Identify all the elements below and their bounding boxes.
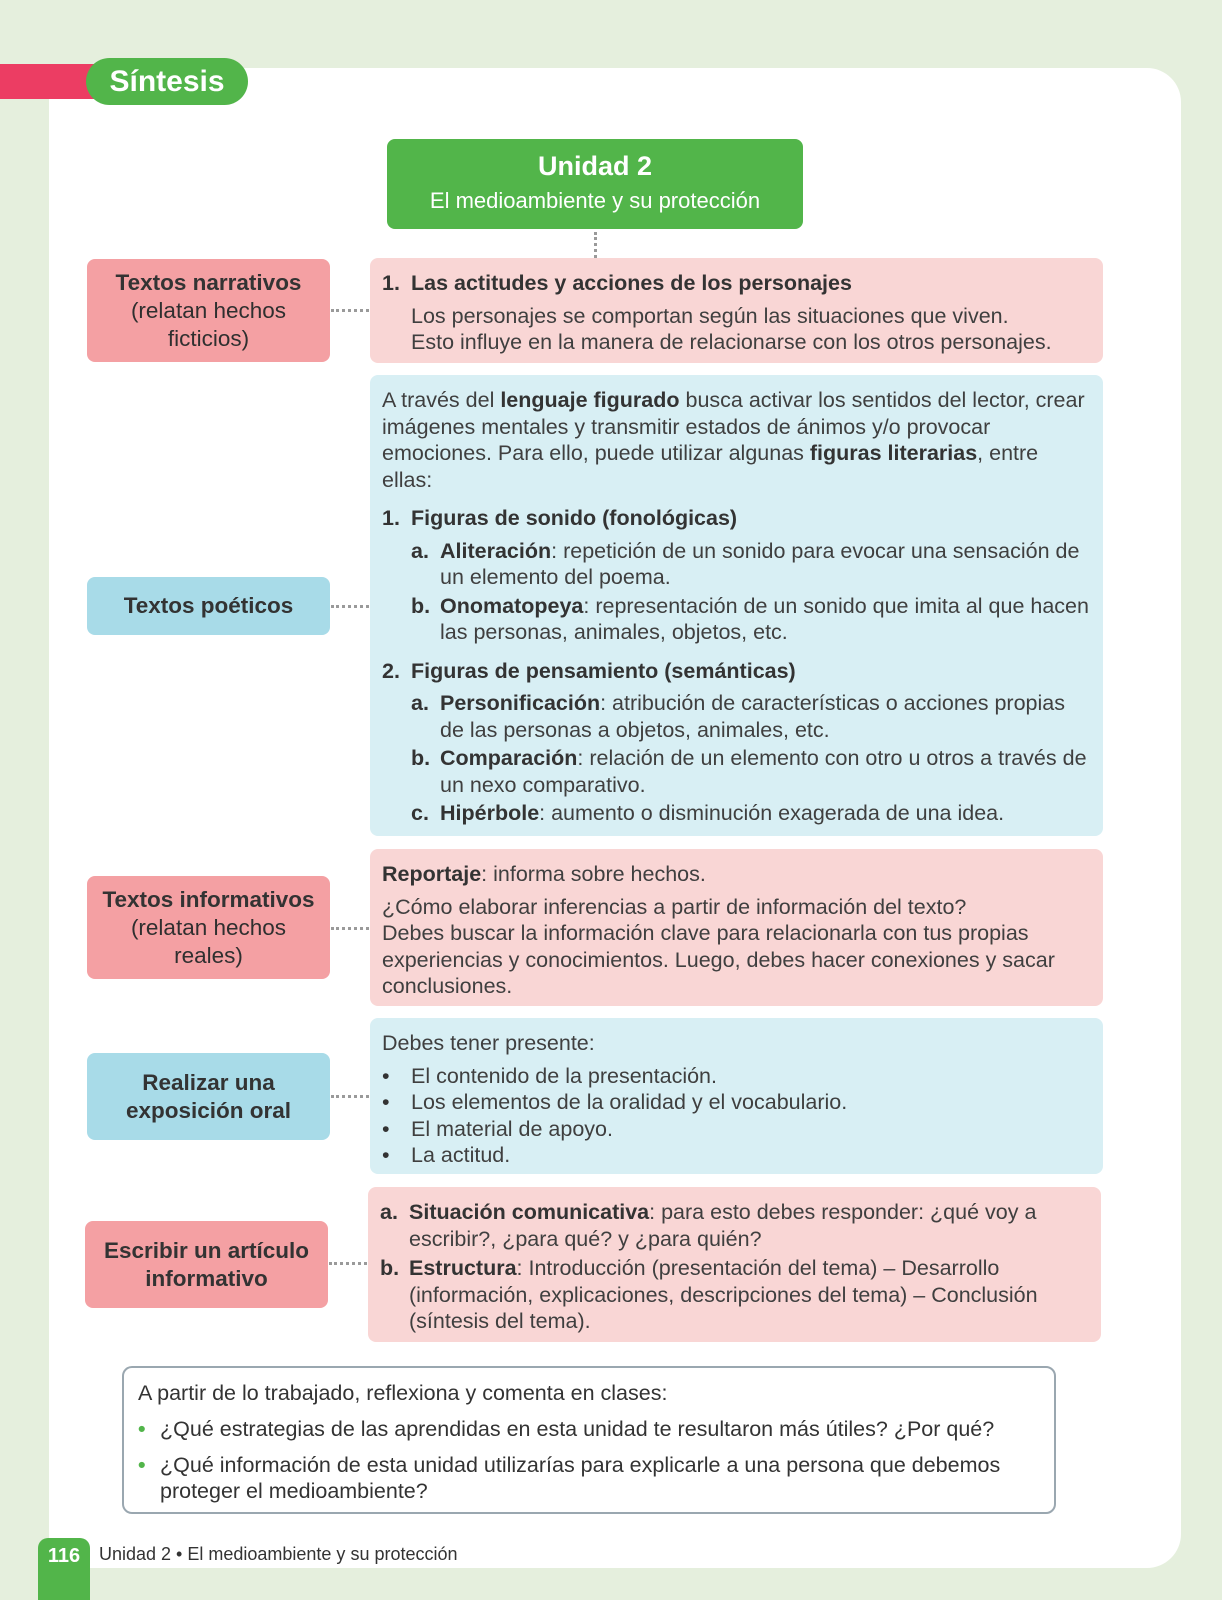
label-informativos-sub: (relatan hechos reales) xyxy=(130,914,287,968)
item-text: Los personajes se comportan según las situaciones que viven. xyxy=(411,303,1009,328)
poeticos-intro: A través del lenguaje figurado busca activar los sentidos del lector, crear imágenes mentales y transmitir estados de ánimos y/o provocar emociones. Para ello, puede utilizar algunas figuras literarias, entre ellas: xyxy=(382,388,1085,492)
label-informativos-title: Textos informativos xyxy=(102,886,315,912)
connector-informativos xyxy=(331,927,369,930)
label-narrativos-title: Textos narrativos xyxy=(115,269,302,295)
label-exposicion-title: Realizar una exposición oral xyxy=(125,1069,292,1123)
page-number: 116 xyxy=(38,1538,90,1600)
connector-poeticos xyxy=(331,605,369,608)
list-item: b. Estructura: Introducción (presentación del tema) – Desarrollo (información, explicaciones, descripciones del tema) – Conclusión (síntesis del tema). xyxy=(380,1256,1038,1333)
box-informativos xyxy=(370,849,1103,1006)
connector-exposicion xyxy=(331,1095,369,1098)
label-narrativos xyxy=(87,259,330,362)
list-item: c. Hipérbole: aumento o disminución exagerada de una idea. xyxy=(411,801,1005,825)
reportaje-definition: Reportaje: informa sobre hechos. xyxy=(382,862,706,886)
label-articulo xyxy=(85,1221,328,1308)
connector-narrativos xyxy=(331,309,369,312)
label-poeticos-title: Textos poéticos xyxy=(123,593,294,618)
label-informativos xyxy=(87,876,330,979)
box-exposicion xyxy=(370,1018,1103,1174)
list-item: a. Personificación: atribución de características o acciones propias de las personas a objetos, animales, etc. xyxy=(411,691,1065,742)
exposicion-intro: Debes tener presente: xyxy=(382,1031,595,1055)
box-narrativos xyxy=(370,258,1103,363)
list-item: • El material de apoyo. xyxy=(382,1116,613,1141)
unit-title-box xyxy=(387,139,803,229)
inference-answer: Debes buscar la información clave para relacionarla con tus propias experiencias y conocimientos. Luego, debes hacer conexiones y sacar conclusiones. xyxy=(382,921,1055,998)
list-item: • La actitud. xyxy=(382,1143,511,1167)
unit-title: Unidad 2 xyxy=(537,151,652,181)
item-text: Esto influye en la manera de relacionarse con los otros personajes. xyxy=(411,330,1052,354)
item-number: 1. xyxy=(382,271,400,295)
inference-question: ¿Cómo elaborar inferencias a partir de información del texto? xyxy=(382,894,967,919)
section-tab: Síntesis xyxy=(86,58,248,105)
reflection-box xyxy=(122,1366,1056,1514)
box-poeticos xyxy=(370,375,1103,836)
connector-vertical xyxy=(594,232,597,258)
list-item: a. Situación comunicativa: para esto debes responder: ¿qué voy a escribir?, ¿para qué? y ¿para quién? xyxy=(380,1200,1037,1251)
unit-subtitle: El medioambiente y su protección xyxy=(429,188,761,213)
list-item: • El contenido de la presentación. xyxy=(382,1063,717,1088)
label-articulo-title: Escribir un artículo informativo xyxy=(103,1237,310,1291)
connector-articulo xyxy=(329,1262,367,1265)
list-item: b. Comparación: relación de un elemento con otro u otros a través de un nexo comparativo. xyxy=(411,746,1087,797)
reflection-question: • ¿Qué estrategias de las aprendidas en esta unidad te resultaron más útiles? ¿Por qué? xyxy=(138,1417,995,1441)
reflection-intro: A partir de lo trabajado, reflexiona y comenta en clases: xyxy=(138,1381,668,1405)
list-item: a. Aliteración: repetición de un sonido para evocar una sensación de un elemento del poema. xyxy=(411,538,1080,589)
label-poeticos xyxy=(87,577,330,635)
reflection-question: • ¿Qué información de esta unidad utilizarías para explicarle a una persona que debemos proteger el medioambiente? xyxy=(138,1453,1001,1503)
box-articulo xyxy=(368,1187,1101,1342)
footer-text: Unidad 2 • El medioambiente y su protección xyxy=(99,1544,458,1564)
label-exposicion xyxy=(87,1053,330,1140)
list-item: b. Onomatopeya: representación de un sonido que imita al que hacen las personas, animales, objetos, etc. xyxy=(411,593,1089,644)
group-heading: 2. Figuras de pensamiento (semánticas) xyxy=(382,658,796,683)
list-item: • Los elementos de la oralidad y el vocabulario. xyxy=(382,1090,848,1114)
group-heading: 1. Figuras de sonido (fonológicas) xyxy=(382,506,738,530)
label-narrativos-sub: (relatan hechos ficticios) xyxy=(130,297,287,351)
item-title: Las actitudes y acciones de los personajes xyxy=(411,271,852,295)
